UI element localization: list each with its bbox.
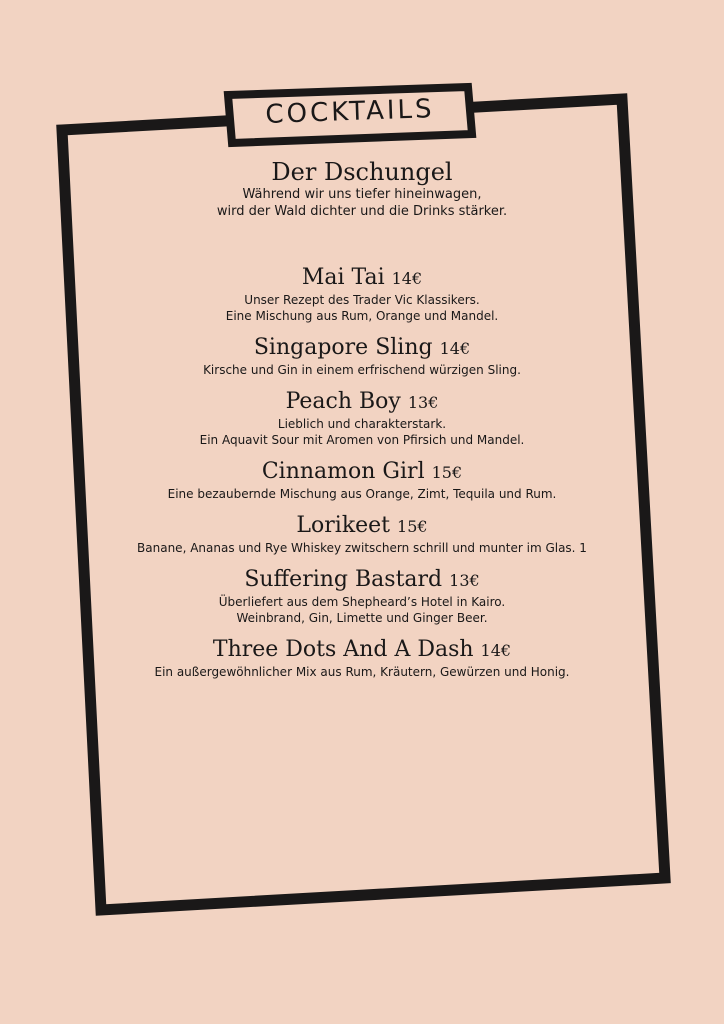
cocktail-name: Mai Tai bbox=[301, 265, 385, 290]
cocktail-description: Kirsche und Gin in einem erfrischend würzigen Sling. bbox=[203, 363, 521, 377]
cocktail-name: Peach Boy bbox=[285, 389, 401, 414]
cocktail-header bbox=[90, 388, 634, 416]
cocktail-price: 13€ bbox=[449, 571, 480, 590]
cocktail-price: 15€ bbox=[431, 463, 463, 482]
cocktail-description: Überliefert aus dem Shepheard’s Hotel in Kairo. bbox=[218, 595, 506, 609]
cocktail-description: Ein außergewöhnlicher Mix aus Rum, Kräutern, Gewürzen und Honig. bbox=[154, 665, 570, 679]
cocktail-suffering-bastard bbox=[90, 566, 634, 626]
cocktail-header bbox=[90, 636, 634, 664]
cocktail-price: 14€ bbox=[439, 339, 471, 358]
cocktail-description: Banane, Ananas und Rye Whiskey zwitschern schrill und munter im Glas. 1 bbox=[137, 541, 587, 555]
cocktail-header bbox=[90, 566, 634, 594]
cocktail-peach-boy bbox=[90, 388, 634, 448]
cocktail-header bbox=[90, 334, 634, 362]
cocktail-price: 15€ bbox=[397, 517, 428, 536]
cocktail-name: Cinnamon Girl bbox=[261, 459, 425, 484]
cocktail-description: Lieblich und charakterstark. bbox=[277, 417, 447, 431]
cocktail-header bbox=[90, 458, 634, 486]
cocktail-singapore-sling bbox=[90, 334, 634, 378]
cocktail-price: 14€ bbox=[480, 641, 512, 660]
cocktail-price: 13€ bbox=[407, 393, 439, 412]
cocktail-description: Eine Mischung aus Rum, Orange und Mandel. bbox=[225, 309, 499, 323]
section-description-line: Während wir uns tiefer hineinwagen, bbox=[242, 187, 482, 202]
cocktail-name: Singapore Sling bbox=[253, 335, 433, 360]
cocktail-header bbox=[90, 512, 634, 540]
menu-title: COCKTAILS bbox=[264, 94, 436, 130]
section-title: Der Dschungel bbox=[271, 158, 453, 186]
cocktail-name: Three Dots And A Dash bbox=[212, 637, 474, 662]
section-description-line: wird der Wald dichter und die Drinks stärker. bbox=[216, 204, 508, 219]
cocktail-three-dots-and-a-dash bbox=[90, 636, 634, 680]
cocktail-description: Weinbrand, Gin, Limette und Ginger Beer. bbox=[236, 611, 488, 625]
cocktail-description: Ein Aquavit Sour mit Aromen von Pfirsich und Mandel. bbox=[199, 433, 525, 447]
cocktail-lorikeet bbox=[90, 512, 634, 556]
cocktail-description: Unser Rezept des Trader Vic Klassikers. bbox=[244, 293, 480, 307]
section-intro bbox=[90, 158, 634, 220]
cocktail-cinnamon-girl bbox=[90, 458, 634, 502]
cocktail-name: Suffering Bastard bbox=[244, 567, 443, 592]
menu-content bbox=[90, 158, 634, 690]
cocktail-mai-tai bbox=[90, 264, 634, 324]
cocktail-description: Eine bezaubernde Mischung aus Orange, Zimt, Tequila und Rum. bbox=[167, 487, 557, 501]
cocktail-price: 14€ bbox=[391, 269, 423, 288]
cocktail-header bbox=[90, 264, 634, 292]
cocktail-name: Lorikeet bbox=[296, 513, 391, 538]
